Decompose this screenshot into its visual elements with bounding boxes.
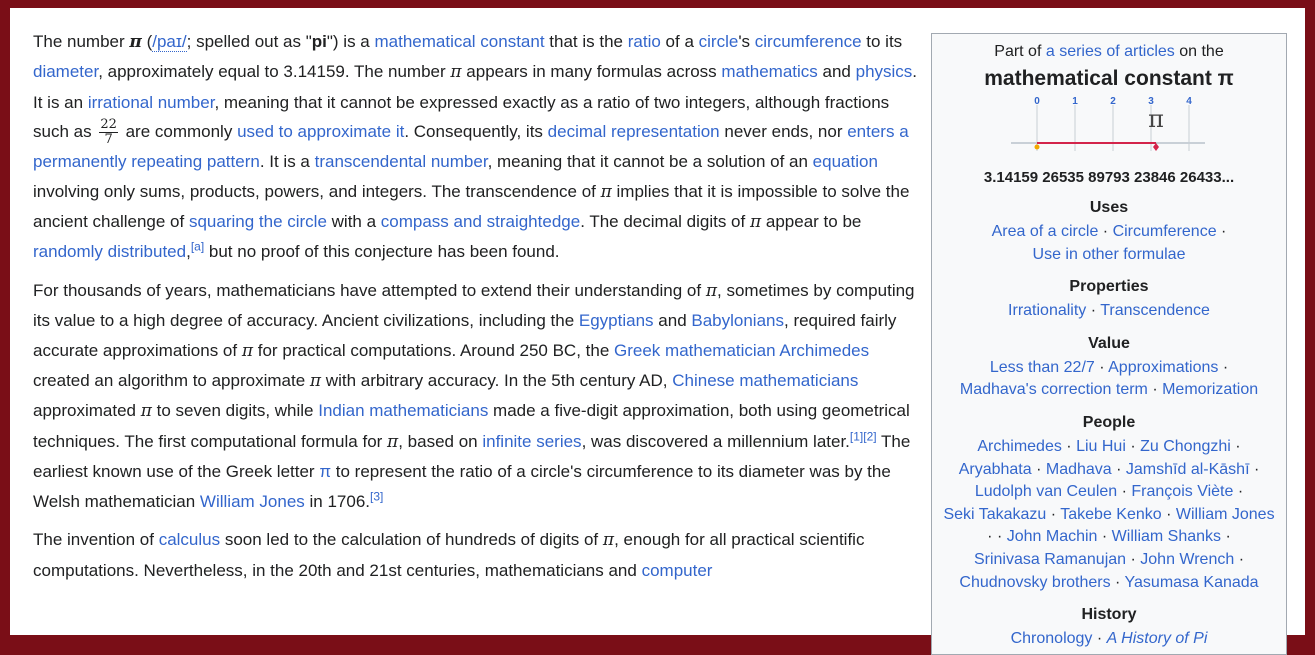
link-circle[interactable]: circle bbox=[698, 32, 739, 51]
infobox-link-archimedes[interactable]: Archimedes bbox=[977, 437, 1062, 455]
infobox-link-john-wrench[interactable]: John Wrench bbox=[1140, 550, 1235, 568]
link-calculus[interactable]: calculus bbox=[158, 530, 221, 550]
separator-dot: · bbox=[1147, 381, 1163, 399]
infobox-link-william-shanks[interactable]: William Shanks bbox=[1111, 528, 1222, 546]
previous-hatnote-strip bbox=[10, 8, 1305, 11]
series-of-articles-link[interactable]: a series of articles bbox=[1045, 43, 1175, 60]
footnote-2[interactable]: [2] bbox=[863, 429, 877, 444]
link-irrational-number[interactable]: irrational number bbox=[87, 92, 215, 112]
infobox-link-ludolph-van-ceulen[interactable]: Ludolph van Ceulen bbox=[974, 483, 1118, 501]
tick-label-2: 2 bbox=[1110, 96, 1116, 107]
separator-dot: · bbox=[1111, 460, 1126, 478]
infobox-line bbox=[932, 357, 1286, 380]
infobox-list-people bbox=[932, 436, 1286, 594]
infobox-link-seki-takakazu[interactable]: Seki Takakazu bbox=[943, 505, 1047, 523]
infobox-link-zu-chongzhi[interactable]: Zu Chongzhi bbox=[1140, 437, 1231, 455]
pi-glyph: π bbox=[1148, 105, 1164, 133]
separator-dot: · bbox=[1234, 550, 1245, 568]
infobox-sections bbox=[932, 198, 1286, 651]
link-mathematical-constant[interactable]: mathematical constant bbox=[374, 32, 545, 51]
footnote-1[interactable]: [1] bbox=[849, 429, 864, 444]
infobox-sidebar bbox=[931, 33, 1287, 655]
separator-dot: · bbox=[1061, 437, 1077, 455]
link-compass-and-straightedge[interactable]: compass and straightedge bbox=[380, 212, 581, 232]
infobox-link-irrationality[interactable]: Irrationality bbox=[1008, 302, 1087, 320]
origin-marker bbox=[1035, 145, 1040, 150]
infobox-link-liu-hui[interactable]: Liu Hui bbox=[1076, 437, 1126, 455]
separator-dot: · bbox=[1249, 460, 1260, 478]
link-pi-letter[interactable]: π bbox=[319, 462, 332, 482]
infobox-heading-history: History bbox=[1081, 606, 1137, 624]
ipa-pronunciation-link[interactable]: /paɪ/ bbox=[152, 32, 187, 51]
separator-dot: · bbox=[1098, 223, 1113, 240]
separator-dot: · bbox=[1110, 573, 1125, 591]
infobox-line bbox=[932, 436, 1286, 459]
infobox-link-srinivasa-ramanujan[interactable]: Srinivasa Ramanujan bbox=[973, 550, 1127, 568]
infobox-list-properties bbox=[932, 300, 1286, 323]
tick-label-4: 4 bbox=[1186, 96, 1192, 107]
separator-dot: · bbox=[1221, 528, 1231, 546]
separator-dot: · bbox=[1117, 483, 1132, 501]
infobox-link-use-in-other-formulae[interactable]: Use in other formulae bbox=[1032, 245, 1186, 263]
separator-dot: · bbox=[996, 528, 1007, 546]
infobox-link-chudnovsky-brothers[interactable]: Chudnovsky brothers bbox=[959, 573, 1111, 591]
infobox-line bbox=[932, 221, 1286, 244]
separator-dot: · bbox=[1233, 483, 1244, 501]
infobox-link-madhava-s-correction-term[interactable]: Madhava's correction term bbox=[959, 381, 1148, 399]
infobox-link-yasumasa-kanada[interactable]: Yasumasa Kanada bbox=[1124, 573, 1259, 591]
link-computer[interactable]: computer bbox=[641, 560, 713, 580]
tick-label-3: 3 bbox=[1148, 96, 1154, 107]
infobox-link-william-jones[interactable]: William Jones bbox=[1175, 505, 1275, 523]
infobox-link-chronology[interactable]: Chronology bbox=[1010, 630, 1093, 648]
infobox-line bbox=[932, 481, 1286, 504]
infobox-heading-value: Value bbox=[1088, 334, 1130, 352]
infobox-link-a-history-of-pi[interactable]: A History of Pi bbox=[1106, 630, 1208, 648]
infobox-link-madhava[interactable]: Madhava bbox=[1045, 460, 1112, 478]
article-page bbox=[10, 8, 1305, 648]
infobox-link-approximations[interactable]: Approximations bbox=[1108, 358, 1219, 376]
infobox-link-jamsh-d-al-k-sh[interactable]: Jamshīd al-Kāshī bbox=[1125, 460, 1250, 478]
separator-dot: · bbox=[1097, 528, 1112, 546]
footnote-a[interactable]: [a] bbox=[190, 239, 205, 254]
link-decimal-representation[interactable]: decimal representation bbox=[547, 122, 720, 142]
link-transcendental-number[interactable]: transcendental number bbox=[314, 152, 488, 172]
link-ratio[interactable]: ratio bbox=[627, 32, 661, 51]
infobox-line bbox=[932, 526, 1286, 549]
separator-dot: · bbox=[1046, 505, 1061, 523]
infobox-heading-uses: Uses bbox=[1089, 199, 1129, 216]
pi-number-line-image[interactable] bbox=[1009, 95, 1209, 157]
separator-dot: · bbox=[1092, 630, 1107, 648]
number-line-svg bbox=[1009, 95, 1209, 157]
tick-label-1: 1 bbox=[1072, 96, 1078, 107]
link-physics[interactable]: physics bbox=[855, 62, 913, 82]
article-body bbox=[33, 27, 923, 594]
link-randomly-distributed[interactable]: randomly distributed bbox=[33, 242, 187, 262]
link-repeating-pattern[interactable]: enters a permanently repeating pattern bbox=[33, 122, 909, 172]
link-chinese-mathematicians[interactable]: Chinese mathematicians bbox=[672, 371, 859, 391]
pi-marker bbox=[1153, 143, 1159, 151]
link-infinite-series[interactable]: infinite series bbox=[482, 431, 582, 451]
infobox-link-fran-ois-vi-te[interactable]: François Viète bbox=[1131, 483, 1234, 501]
link-mathematics[interactable]: mathematics bbox=[721, 62, 818, 82]
infobox-line bbox=[932, 549, 1286, 572]
paragraph-history: For thousands of years, mathematicians have attempted to extend their understanding of π, sometimes by computing its value to a high degree of accuracy. Ancient civilizations, including the Egyptians and Babylonians, required fairly accurate approximations of π for practical computations. Around 250 BC, the Greek mathematician Archimedes created an algorithm to approximate π with arbitrary accuracy. In the 5th century AD, Chinese mathematicians approximated π to seven digits, while Indian mathematicians made a five-digit approximation, both using geometrical techniques. The first computational formula for π, based on infinite series, was discovered a millennium later.[1][2] The earliest known use of the Greek letter π to represent the ratio of a circle's circumference to its diameter was by the Welsh mathematician William Jones in 1706.[3] bbox=[33, 280, 915, 511]
pi-digits: 3.14159 26535 89793 23846 26433... bbox=[983, 169, 1235, 186]
link-used-to-approximate[interactable]: used to approximate it bbox=[237, 122, 405, 142]
infobox-heading-people: People bbox=[1082, 413, 1136, 431]
infobox-line bbox=[932, 572, 1286, 595]
infobox-line bbox=[932, 628, 1286, 651]
link-circumference[interactable]: circumference bbox=[754, 32, 862, 51]
infobox-series-note: Part of a series of articles on the bbox=[994, 43, 1224, 60]
infobox-link-transcendence[interactable]: Transcendence bbox=[1100, 302, 1210, 320]
link-diameter[interactable]: diameter bbox=[33, 62, 99, 82]
infobox-line bbox=[932, 300, 1286, 323]
infobox-link-aryabhata[interactable]: Aryabhata bbox=[958, 460, 1032, 478]
link-william-jones[interactable]: William Jones bbox=[199, 491, 305, 511]
infobox-list-uses bbox=[932, 221, 1286, 266]
link-babylonians[interactable]: Babylonians bbox=[691, 311, 784, 331]
separator-dot: · bbox=[1125, 437, 1141, 455]
link-egyptians[interactable]: Egyptians bbox=[578, 311, 654, 331]
infobox-link-area-of-a-circle[interactable]: Area of a circle bbox=[991, 223, 1099, 240]
infobox-line bbox=[932, 379, 1286, 402]
pi-symbol: π bbox=[129, 32, 142, 52]
separator-dot: · bbox=[1218, 358, 1229, 376]
infobox-link-memorization[interactable]: Memorization bbox=[1162, 381, 1259, 399]
infobox-list-history bbox=[932, 628, 1286, 651]
separator-dot: · bbox=[1126, 550, 1141, 568]
pi-word: pi bbox=[311, 32, 327, 51]
tick-label-0: 0 bbox=[1034, 96, 1040, 107]
infobox-title: mathematical constant π bbox=[984, 67, 1234, 90]
separator-dot: · bbox=[1094, 358, 1109, 376]
paragraph-calculus: The invention of calculus soon led to the calculation of hundreds of digits of π, enough for all practical scientific computations. Nevertheless, in the 20th and 21st centuries, mathematicians and computer bbox=[33, 530, 865, 580]
infobox-link-john-machin[interactable]: John Machin bbox=[1006, 528, 1098, 546]
link-archimedes[interactable]: Greek mathematician Archimedes bbox=[614, 340, 870, 360]
infobox-heading-properties: Properties bbox=[1069, 278, 1149, 296]
link-equation[interactable]: equation bbox=[812, 152, 878, 172]
fraction-22-over-7: $\frac{22}{7}$ bbox=[100, 117, 117, 148]
separator-dot: · bbox=[1161, 505, 1176, 523]
infobox-line bbox=[932, 459, 1286, 482]
paragraph-intro: The number π (/paɪ/; spelled out as "pi") is a mathematical constant that is the ratio of a circle's circumference to its diameter, approximately equal to 3.14159. The number π appears in many formulas across mathematics and physics. It is an irrational number, meaning that it cannot be expressed exactly as a ratio of two integers, although fractions such as $\frac{22}{7}$ are commonly used to approximate it. Consequently, its decimal representation never ends, nor enters a permanently repeating pattern. It is a transcendental number, meaning that it cannot be a solution of an equation involving only sums, products, powers, and integers. The transcendence of π implies that it is impossible to solve the ancient challenge of squaring the circle with a compass and straightedge. The decimal digits of π appear to be randomly distributed,[a] but no proof of this conjecture has been found. bbox=[33, 32, 918, 262]
separator-dot: · bbox=[1031, 460, 1046, 478]
separator-dot: · bbox=[987, 528, 997, 546]
infobox-line bbox=[932, 504, 1286, 527]
infobox-line bbox=[932, 244, 1286, 267]
infobox-link-less-than-22-7[interactable]: Less than 22/7 bbox=[989, 358, 1095, 376]
infobox-list-value bbox=[932, 357, 1286, 402]
separator-dot: · bbox=[1230, 437, 1241, 455]
separator-dot: · bbox=[1216, 223, 1227, 240]
link-squaring-the-circle[interactable]: squaring the circle bbox=[188, 212, 327, 232]
link-indian-mathematicians[interactable]: Indian mathematicians bbox=[318, 401, 489, 421]
infobox-link-takebe-kenko[interactable]: Takebe Kenko bbox=[1060, 505, 1162, 523]
footnote-3[interactable]: [3] bbox=[370, 489, 384, 504]
separator-dot: · bbox=[1086, 302, 1101, 320]
infobox-link-circumference[interactable]: Circumference bbox=[1112, 223, 1217, 240]
